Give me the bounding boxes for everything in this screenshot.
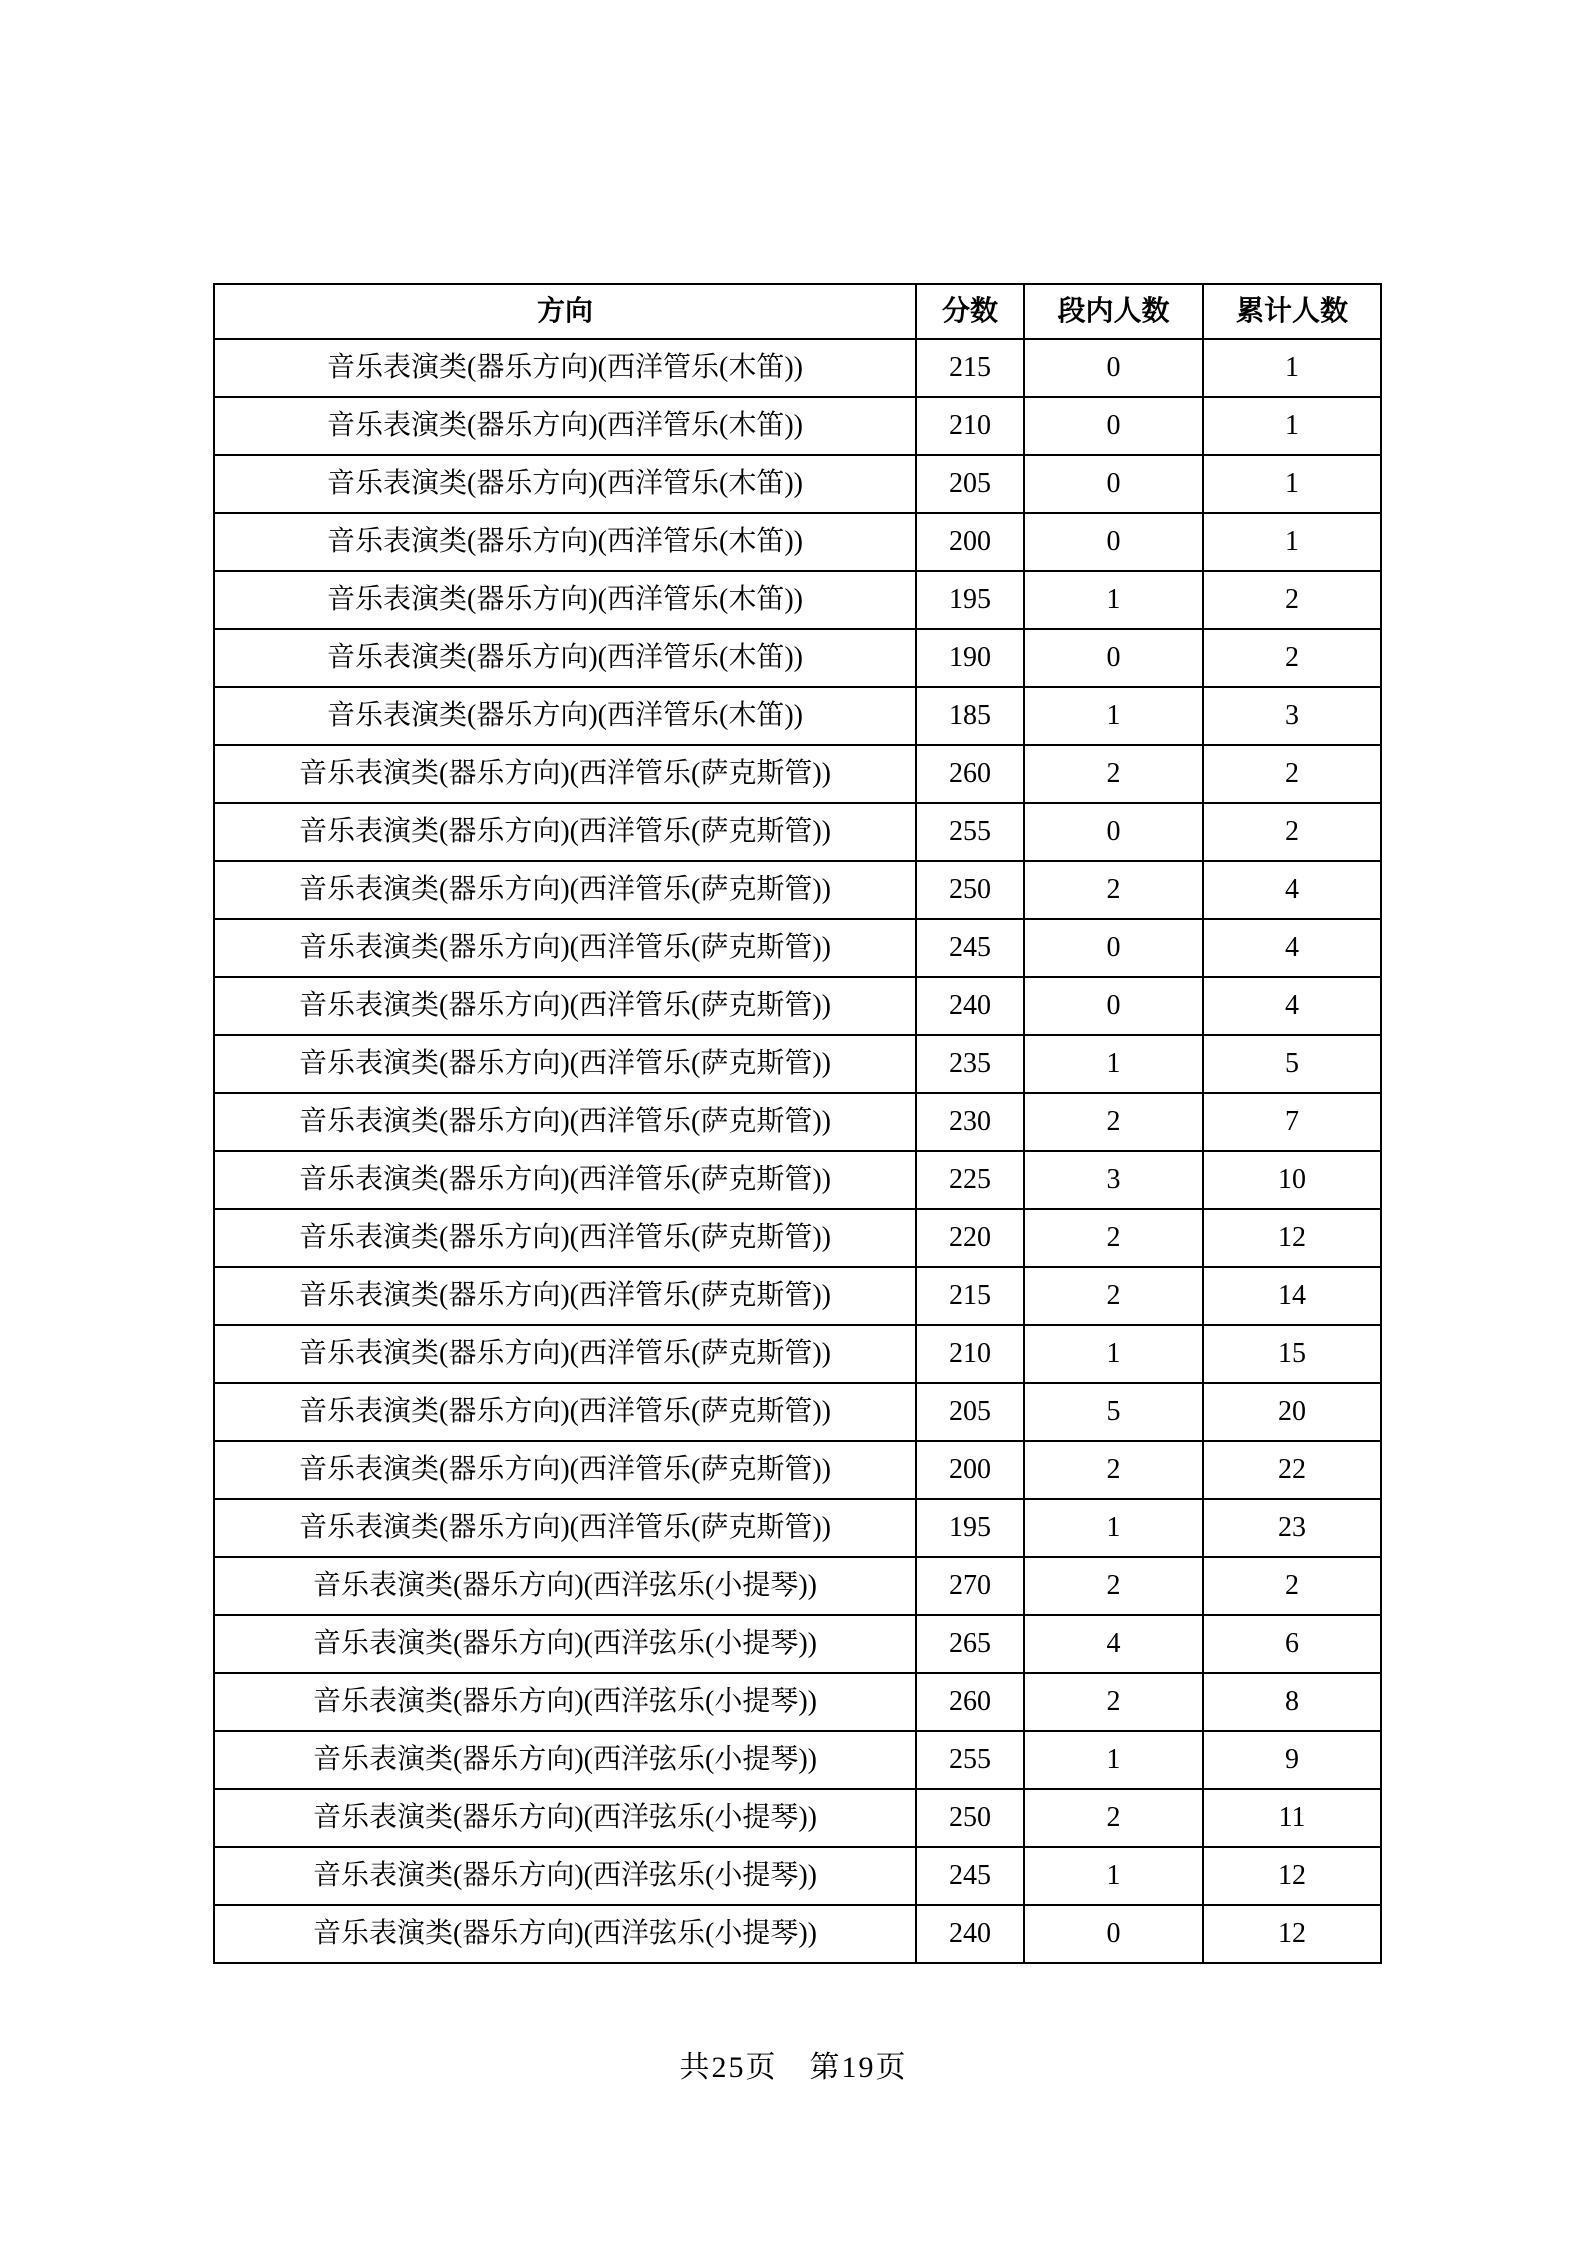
cell-score: 235 xyxy=(916,1035,1024,1093)
cell-in-segment-count: 2 xyxy=(1024,1093,1203,1151)
table-row xyxy=(214,1267,1381,1325)
table-row xyxy=(214,339,1381,397)
score-table-header xyxy=(214,284,1381,339)
cell-direction: 音乐表演类(器乐方向)(西洋弦乐(小提琴)) xyxy=(214,1673,916,1731)
page-footer: 共25页 第19页 xyxy=(679,2051,908,2084)
table-row xyxy=(214,803,1381,861)
table-row xyxy=(214,1673,1381,1731)
cell-cumulative-count: 6 xyxy=(1203,1615,1381,1673)
cell-cumulative-count: 1 xyxy=(1203,455,1381,513)
table-row xyxy=(214,571,1381,629)
cell-score: 185 xyxy=(916,687,1024,745)
cell-in-segment-count: 0 xyxy=(1024,513,1203,571)
score-table-container xyxy=(213,283,1380,1964)
cell-direction: 音乐表演类(器乐方向)(西洋弦乐(小提琴)) xyxy=(214,1615,916,1673)
cell-in-segment-count: 2 xyxy=(1024,1267,1203,1325)
cell-in-segment-count: 1 xyxy=(1024,687,1203,745)
cell-direction: 音乐表演类(器乐方向)(西洋管乐(萨克斯管)) xyxy=(214,803,916,861)
cell-cumulative-count: 9 xyxy=(1203,1731,1381,1789)
cell-direction: 音乐表演类(器乐方向)(西洋管乐(萨克斯管)) xyxy=(214,1325,916,1383)
cell-direction: 音乐表演类(器乐方向)(西洋管乐(萨克斯管)) xyxy=(214,919,916,977)
cell-score: 265 xyxy=(916,1615,1024,1673)
cell-in-segment-count: 2 xyxy=(1024,1789,1203,1847)
score-table xyxy=(213,283,1382,1964)
cell-cumulative-count: 12 xyxy=(1203,1847,1381,1905)
table-row xyxy=(214,629,1381,687)
table-row xyxy=(214,1093,1381,1151)
cell-score: 230 xyxy=(916,1093,1024,1151)
cell-in-segment-count: 0 xyxy=(1024,397,1203,455)
cell-cumulative-count: 1 xyxy=(1203,513,1381,571)
cell-in-segment-count: 2 xyxy=(1024,745,1203,803)
cell-direction: 音乐表演类(器乐方向)(西洋管乐(木笛)) xyxy=(214,629,916,687)
cell-direction: 音乐表演类(器乐方向)(西洋管乐(萨克斯管)) xyxy=(214,861,916,919)
cell-score: 260 xyxy=(916,1673,1024,1731)
cell-score: 210 xyxy=(916,397,1024,455)
cell-score: 270 xyxy=(916,1557,1024,1615)
cell-cumulative-count: 12 xyxy=(1203,1209,1381,1267)
cell-in-segment-count: 2 xyxy=(1024,1441,1203,1499)
cell-direction: 音乐表演类(器乐方向)(西洋管乐(萨克斯管)) xyxy=(214,1383,916,1441)
cell-score: 245 xyxy=(916,1847,1024,1905)
cell-in-segment-count: 0 xyxy=(1024,339,1203,397)
cell-cumulative-count: 10 xyxy=(1203,1151,1381,1209)
cell-in-segment-count: 2 xyxy=(1024,1209,1203,1267)
table-row xyxy=(214,1151,1381,1209)
cell-in-segment-count: 0 xyxy=(1024,803,1203,861)
score-table-body xyxy=(214,339,1381,1963)
cell-direction: 音乐表演类(器乐方向)(西洋管乐(木笛)) xyxy=(214,513,916,571)
cell-direction: 音乐表演类(器乐方向)(西洋管乐(木笛)) xyxy=(214,571,916,629)
cell-in-segment-count: 2 xyxy=(1024,1673,1203,1731)
cell-cumulative-count: 5 xyxy=(1203,1035,1381,1093)
cell-cumulative-count: 14 xyxy=(1203,1267,1381,1325)
table-row xyxy=(214,861,1381,919)
cell-cumulative-count: 7 xyxy=(1203,1093,1381,1151)
cell-direction: 音乐表演类(器乐方向)(西洋管乐(萨克斯管)) xyxy=(214,1499,916,1557)
cell-score: 250 xyxy=(916,861,1024,919)
cell-direction: 音乐表演类(器乐方向)(西洋管乐(萨克斯管)) xyxy=(214,1267,916,1325)
cell-direction: 音乐表演类(器乐方向)(西洋管乐(萨克斯管)) xyxy=(214,977,916,1035)
cell-cumulative-count: 2 xyxy=(1203,745,1381,803)
cell-cumulative-count: 20 xyxy=(1203,1383,1381,1441)
cell-cumulative-count: 1 xyxy=(1203,339,1381,397)
table-row xyxy=(214,513,1381,571)
cell-score: 255 xyxy=(916,803,1024,861)
cell-cumulative-count: 2 xyxy=(1203,803,1381,861)
col-header-direction: 方向 xyxy=(214,284,916,339)
cell-score: 240 xyxy=(916,977,1024,1035)
cell-in-segment-count: 0 xyxy=(1024,919,1203,977)
cell-cumulative-count: 22 xyxy=(1203,1441,1381,1499)
cell-cumulative-count: 12 xyxy=(1203,1905,1381,1963)
cell-direction: 音乐表演类(器乐方向)(西洋管乐(木笛)) xyxy=(214,687,916,745)
cell-cumulative-count: 23 xyxy=(1203,1499,1381,1557)
cell-in-segment-count: 5 xyxy=(1024,1383,1203,1441)
table-row xyxy=(214,1383,1381,1441)
cell-cumulative-count: 4 xyxy=(1203,977,1381,1035)
table-row xyxy=(214,687,1381,745)
cell-cumulative-count: 2 xyxy=(1203,1557,1381,1615)
table-row xyxy=(214,1731,1381,1789)
table-row xyxy=(214,1905,1381,1963)
cell-score: 215 xyxy=(916,339,1024,397)
cell-direction: 音乐表演类(器乐方向)(西洋管乐(萨克斯管)) xyxy=(214,1441,916,1499)
cell-in-segment-count: 1 xyxy=(1024,1035,1203,1093)
cell-in-segment-count: 1 xyxy=(1024,1325,1203,1383)
cell-direction: 音乐表演类(器乐方向)(西洋管乐(萨克斯管)) xyxy=(214,745,916,803)
cell-in-segment-count: 1 xyxy=(1024,1731,1203,1789)
cell-direction: 音乐表演类(器乐方向)(西洋管乐(木笛)) xyxy=(214,339,916,397)
cell-in-segment-count: 2 xyxy=(1024,861,1203,919)
cell-in-segment-count: 0 xyxy=(1024,629,1203,687)
table-row xyxy=(214,977,1381,1035)
table-row xyxy=(214,919,1381,977)
cell-score: 255 xyxy=(916,1731,1024,1789)
cell-direction: 音乐表演类(器乐方向)(西洋弦乐(小提琴)) xyxy=(214,1789,916,1847)
table-row xyxy=(214,1325,1381,1383)
table-row xyxy=(214,1847,1381,1905)
header-row xyxy=(214,284,1381,339)
cell-score: 195 xyxy=(916,1499,1024,1557)
cell-in-segment-count: 3 xyxy=(1024,1151,1203,1209)
cell-score: 195 xyxy=(916,571,1024,629)
cell-cumulative-count: 2 xyxy=(1203,571,1381,629)
table-row xyxy=(214,745,1381,803)
cell-direction: 音乐表演类(器乐方向)(西洋弦乐(小提琴)) xyxy=(214,1847,916,1905)
cell-direction: 音乐表演类(器乐方向)(西洋管乐(木笛)) xyxy=(214,397,916,455)
cell-in-segment-count: 4 xyxy=(1024,1615,1203,1673)
col-header-cumulative-count: 累计人数 xyxy=(1203,284,1381,339)
cell-in-segment-count: 1 xyxy=(1024,1847,1203,1905)
table-row xyxy=(214,1499,1381,1557)
cell-score: 215 xyxy=(916,1267,1024,1325)
cell-score: 220 xyxy=(916,1209,1024,1267)
cell-direction: 音乐表演类(器乐方向)(西洋管乐(萨克斯管)) xyxy=(214,1035,916,1093)
cell-cumulative-count: 15 xyxy=(1203,1325,1381,1383)
cell-in-segment-count: 2 xyxy=(1024,1557,1203,1615)
cell-in-segment-count: 0 xyxy=(1024,977,1203,1035)
cell-score: 250 xyxy=(916,1789,1024,1847)
cell-score: 225 xyxy=(916,1151,1024,1209)
cell-cumulative-count: 11 xyxy=(1203,1789,1381,1847)
cell-cumulative-count: 4 xyxy=(1203,861,1381,919)
cell-direction: 音乐表演类(器乐方向)(西洋管乐(萨克斯管)) xyxy=(214,1209,916,1267)
cell-direction: 音乐表演类(器乐方向)(西洋弦乐(小提琴)) xyxy=(214,1557,916,1615)
cell-in-segment-count: 1 xyxy=(1024,1499,1203,1557)
table-row xyxy=(214,1557,1381,1615)
cell-cumulative-count: 8 xyxy=(1203,1673,1381,1731)
cell-direction: 音乐表演类(器乐方向)(西洋弦乐(小提琴)) xyxy=(214,1905,916,1963)
cell-score: 190 xyxy=(916,629,1024,687)
table-row xyxy=(214,1035,1381,1093)
cell-score: 205 xyxy=(916,1383,1024,1441)
cell-score: 210 xyxy=(916,1325,1024,1383)
table-row xyxy=(214,455,1381,513)
table-row xyxy=(214,1615,1381,1673)
cell-in-segment-count: 0 xyxy=(1024,455,1203,513)
cell-score: 240 xyxy=(916,1905,1024,1963)
cell-cumulative-count: 2 xyxy=(1203,629,1381,687)
cell-direction: 音乐表演类(器乐方向)(西洋管乐(萨克斯管)) xyxy=(214,1151,916,1209)
cell-direction: 音乐表演类(器乐方向)(西洋管乐(萨克斯管)) xyxy=(214,1093,916,1151)
cell-score: 200 xyxy=(916,1441,1024,1499)
col-header-in-segment-count: 段内人数 xyxy=(1024,284,1203,339)
cell-in-segment-count: 1 xyxy=(1024,571,1203,629)
cell-in-segment-count: 0 xyxy=(1024,1905,1203,1963)
cell-score: 245 xyxy=(916,919,1024,977)
cell-score: 200 xyxy=(916,513,1024,571)
cell-score: 205 xyxy=(916,455,1024,513)
cell-cumulative-count: 4 xyxy=(1203,919,1381,977)
col-header-score: 分数 xyxy=(916,284,1024,339)
cell-direction: 音乐表演类(器乐方向)(西洋管乐(木笛)) xyxy=(214,455,916,513)
table-row xyxy=(214,1441,1381,1499)
table-row xyxy=(214,1789,1381,1847)
cell-score: 260 xyxy=(916,745,1024,803)
cell-direction: 音乐表演类(器乐方向)(西洋弦乐(小提琴)) xyxy=(214,1731,916,1789)
table-row xyxy=(214,397,1381,455)
table-row xyxy=(214,1209,1381,1267)
cell-cumulative-count: 3 xyxy=(1203,687,1381,745)
cell-cumulative-count: 1 xyxy=(1203,397,1381,455)
